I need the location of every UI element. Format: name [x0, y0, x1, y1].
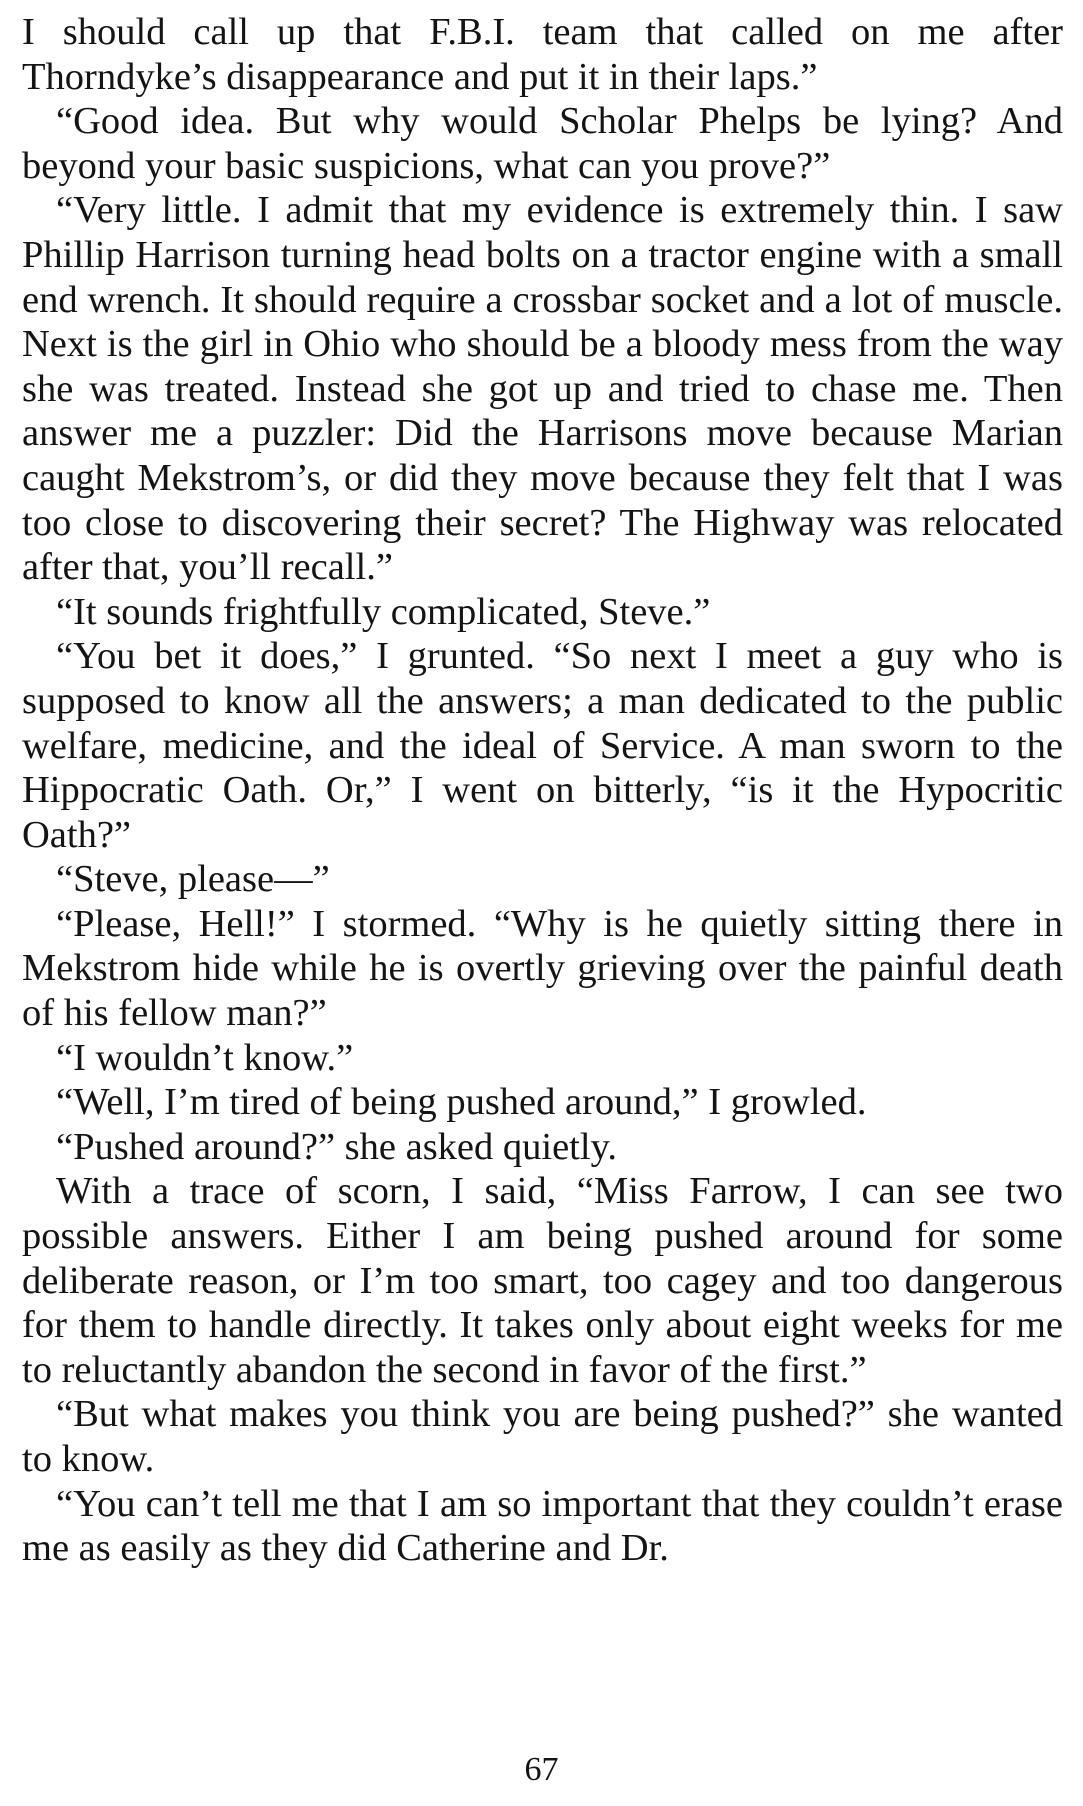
paragraph-4: “It sounds frightfully complicated, Steve.”	[56, 590, 711, 633]
paragraph-1: I should call up that F.B.I. team that called on me after Thorndyke’s disappearance and put it in their laps.”	[22, 11, 1063, 98]
paragraph-12: “But what makes you think you are being pushed?” she wanted to know.	[22, 1393, 1063, 1480]
paragraph-5: “You bet it does,” I grunted. “So next I meet a guy who is supposed to know all the answers; a man dedicated to the public welfare, medicine, and the ideal of Service. A man sworn to the Hippocratic Oath. Or,” I went on bitterly, “is it the Hypocritic Oath?”	[22, 635, 1063, 856]
book-page-text	[22, 10, 1063, 1571]
paragraph-2: “Good idea. But why would Scholar Phelps be lying? And beyond your basic suspicions, what can you prove?”	[22, 100, 1063, 187]
paragraph-3: “Very little. I admit that my evidence is extremely thin. I saw Phillip Harrison turning head bolts on a tractor engine with a small end wrench. It should require a crossbar socket and a lot of muscle. Next is the girl in Ohio who should be a bloody mess from the way she was treated. Instead she got up and tried to chase me. Then answer me a puzzler: Did the Harrisons move because Marian caught Mekstrom’s, or did they move because they felt that I was too close to discovering their secret? The Highway was relocated after that, you’ll recall.”	[22, 189, 1063, 589]
paragraph-13: “You can’t tell me that I am so important that they couldn’t erase me as easily as they did Catherine and Dr.	[22, 1482, 1063, 1570]
paragraph-9: “Well, I’m tired of being pushed around,” I growled.	[56, 1081, 867, 1124]
paragraph-8: “I wouldn’t know.”	[56, 1036, 354, 1079]
paragraph-11: With a trace of scorn, I said, “Miss Farrow, I can see two possible answers. Either I am being pushed around for some deliberate reason, or I’m too smart, too cagey and too dangerous for them to handle directly. It takes only about eight weeks for me to reluctantly abandon the second in favor of the first.”	[22, 1170, 1063, 1391]
paragraph-10: “Pushed around?” she asked quietly.	[56, 1125, 617, 1168]
page-number: 67	[524, 1751, 559, 1788]
paragraph-6: “Steve, please—”	[56, 858, 330, 901]
paragraph-7: “Please, Hell!” I stormed. “Why is he quietly sitting there in Mekstrom hide while he is overtly grieving over the painful death of his fellow man?”	[22, 902, 1063, 1035]
